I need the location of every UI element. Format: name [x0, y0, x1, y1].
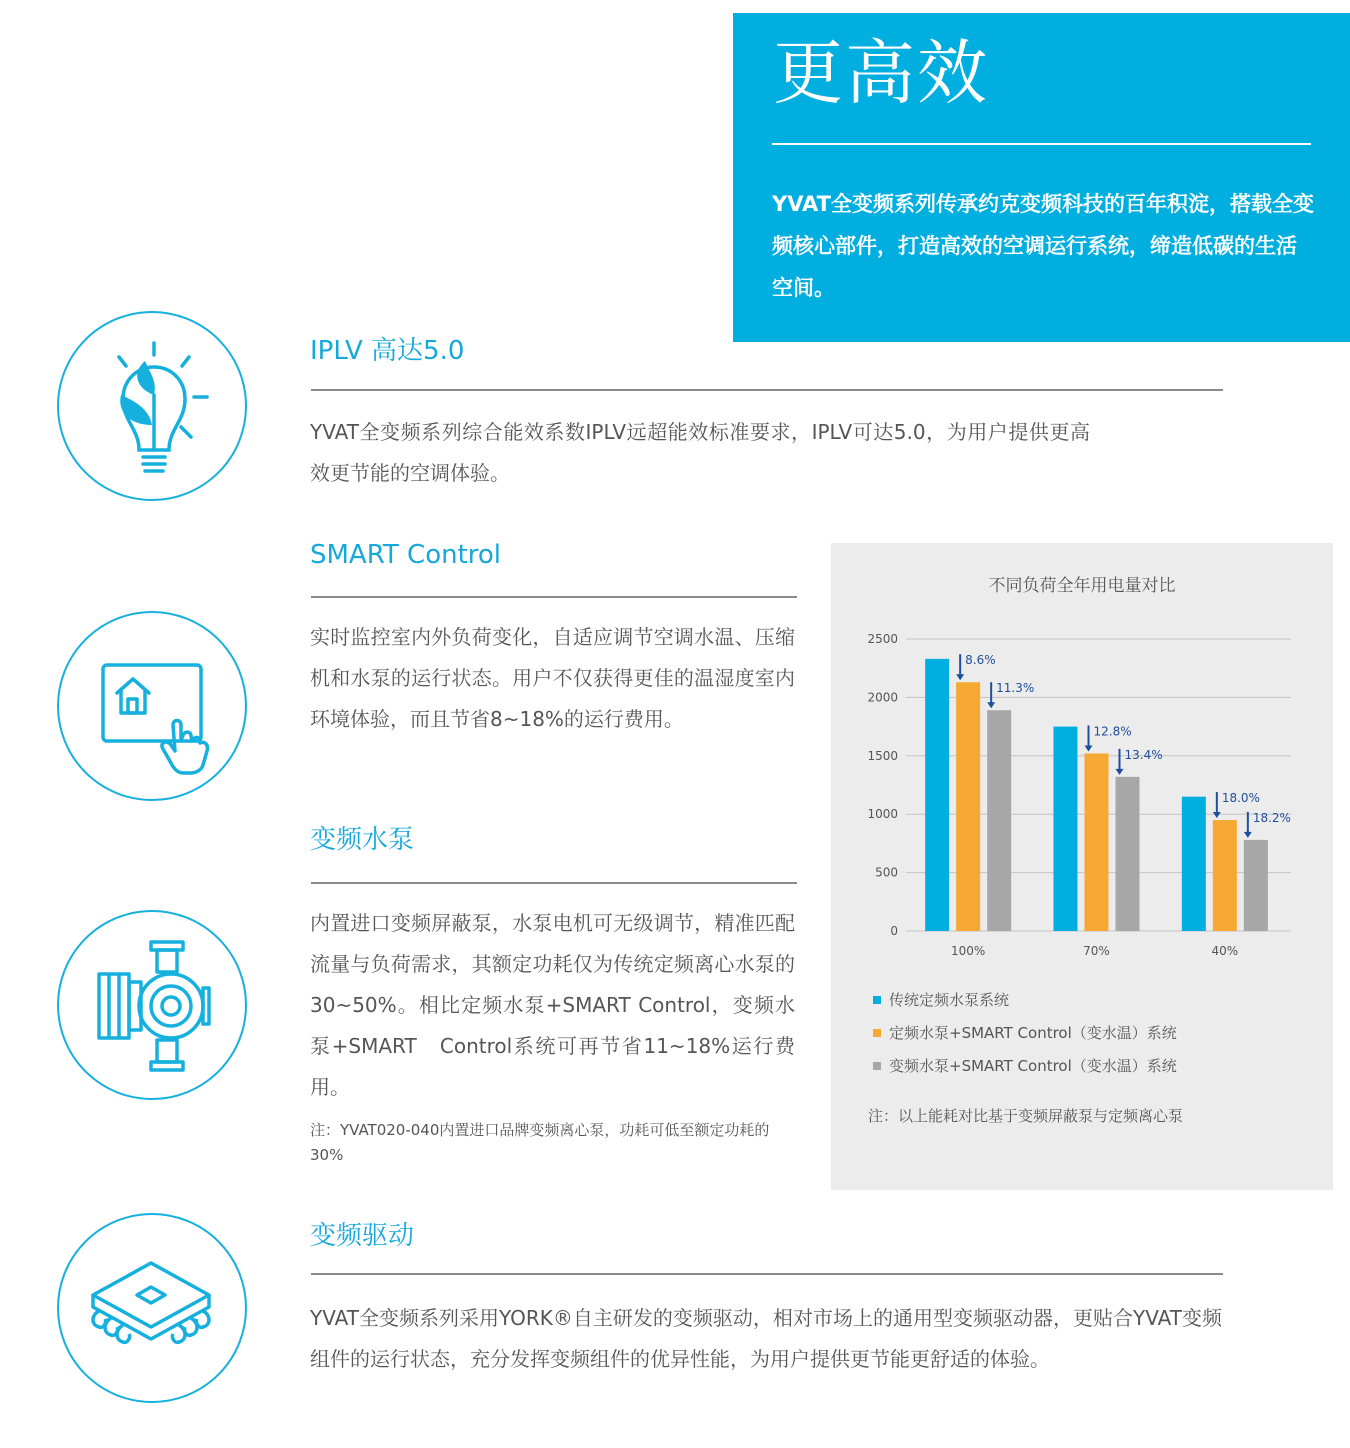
- section-note-pump: 注：YVAT020-040内置进口品牌变频离心泵，功耗可低至额定功耗的30%: [310, 1121, 770, 1164]
- data-label: 18.2%: [1252, 810, 1291, 825]
- data-label: 13.4%: [1124, 747, 1163, 762]
- section-divider: [311, 882, 797, 884]
- legend-item: [873, 1049, 1177, 1082]
- reduction-arrowhead: [1213, 812, 1221, 818]
- lightbulb-leaf-icon: [57, 311, 247, 501]
- reduction-arrowhead: [1085, 745, 1093, 751]
- bar: [1085, 753, 1109, 931]
- data-label: 12.8%: [1093, 724, 1132, 739]
- legend-item: [873, 983, 1177, 1016]
- data-label: 11.3%: [996, 681, 1035, 696]
- chip-icon: [57, 1213, 247, 1403]
- legend-swatch: [873, 996, 881, 1004]
- section-title-iplv: IPLV 高达5.0: [310, 336, 465, 366]
- section-divider: [311, 596, 797, 598]
- reduction-arrowhead: [987, 702, 995, 708]
- bar: [1213, 820, 1237, 931]
- legend-swatch: [873, 1062, 881, 1070]
- bar: [1116, 777, 1140, 931]
- section-body-drive: YVAT全变频系列采用YORK®自主研发的变频驱动，相对市场上的通用型变频驱动器，更贴合YVAT变频组件的运行状态，充分发挥变频组件的优异性能，为用户提供更节能更舒适的体验。: [310, 1306, 1222, 1371]
- data-label: 18.0%: [1221, 791, 1260, 806]
- y-tick-label: 1000: [867, 807, 898, 822]
- legend-swatch: [873, 1029, 881, 1037]
- water-pump-icon: [57, 910, 247, 1100]
- bar: [1182, 797, 1206, 931]
- section-divider: [311, 1273, 1223, 1275]
- legend-label: 传统定频水泵系统: [889, 991, 1010, 1009]
- y-tick-label: 0: [890, 924, 898, 938]
- bar: [1244, 840, 1268, 931]
- y-tick-label: 500: [875, 865, 898, 880]
- smart-home-touch-icon: [57, 611, 247, 801]
- bar: [1054, 727, 1078, 931]
- x-tick-label: 70%: [1083, 944, 1110, 958]
- section-body-smart-control: 实时监控室内外负荷变化，自适应调节空调水温、压缩机和水泵的运行状态。用户不仅获得更佳的温湿度室内环境体验，而且节省8~18%的运行费用。: [310, 625, 795, 731]
- legend-label: 定频水泵+SMART Control（变水温）系统: [889, 1024, 1177, 1042]
- y-tick-label: 2500: [867, 632, 898, 646]
- y-tick-label: 2000: [867, 690, 898, 705]
- section-body-pump: 内置进口变频屏蔽泵，水泵电机可无级调节，精准匹配流量与负荷需求，其额定功耗仅为传统定频离心水泵的30~50%。相比定频水泵+SMART Control，变频水泵+SMART Control系统可再节省11~18%运行费用。: [310, 911, 795, 1099]
- reduction-arrowhead: [1116, 769, 1124, 775]
- section-body-iplv: YVAT全变频系列综合能效系数IPLV远超能效标准要求，IPLV可达5.0，为用户提供更高效更节能的空调体验。: [310, 420, 1090, 485]
- x-tick-label: 100%: [951, 944, 986, 958]
- chart-panel: [831, 543, 1333, 1190]
- bar: [956, 682, 980, 931]
- x-tick-label: 40%: [1211, 944, 1239, 958]
- hero-banner: [733, 13, 1350, 342]
- y-tick-label: 1500: [867, 748, 898, 763]
- hero-title: 更高效: [773, 32, 989, 114]
- bar: [925, 659, 949, 931]
- section-title-drive: 变频驱动: [310, 1221, 415, 1251]
- bar: [987, 710, 1011, 931]
- legend-label: 变频水泵+SMART Control（变水温）系统: [889, 1057, 1177, 1075]
- reduction-arrowhead: [956, 674, 964, 680]
- hero-divider: [772, 143, 1311, 145]
- section-title-pump: 变频水泵: [310, 825, 415, 855]
- energy-comparison-chart: [831, 543, 1333, 983]
- section-title-smart-control: SMART Control: [310, 540, 502, 570]
- chart-note: 注：以上能耗对比基于变频屏蔽泵与定频离心泵: [868, 1107, 1184, 1125]
- chart-legend: [873, 983, 1177, 1082]
- section-divider: [311, 389, 1223, 391]
- legend-item: [873, 1016, 1177, 1049]
- chart-title: 不同负荷全年用电量对比: [988, 576, 1176, 596]
- reduction-arrowhead: [1244, 832, 1252, 838]
- hero-text: YVAT全变频系列传承约克变频科技的百年积淀，搭载全变频核心部件，打造高效的空调运行系统，缔造低碳的生活空间。: [772, 192, 1314, 300]
- data-label: 8.6%: [965, 653, 996, 668]
